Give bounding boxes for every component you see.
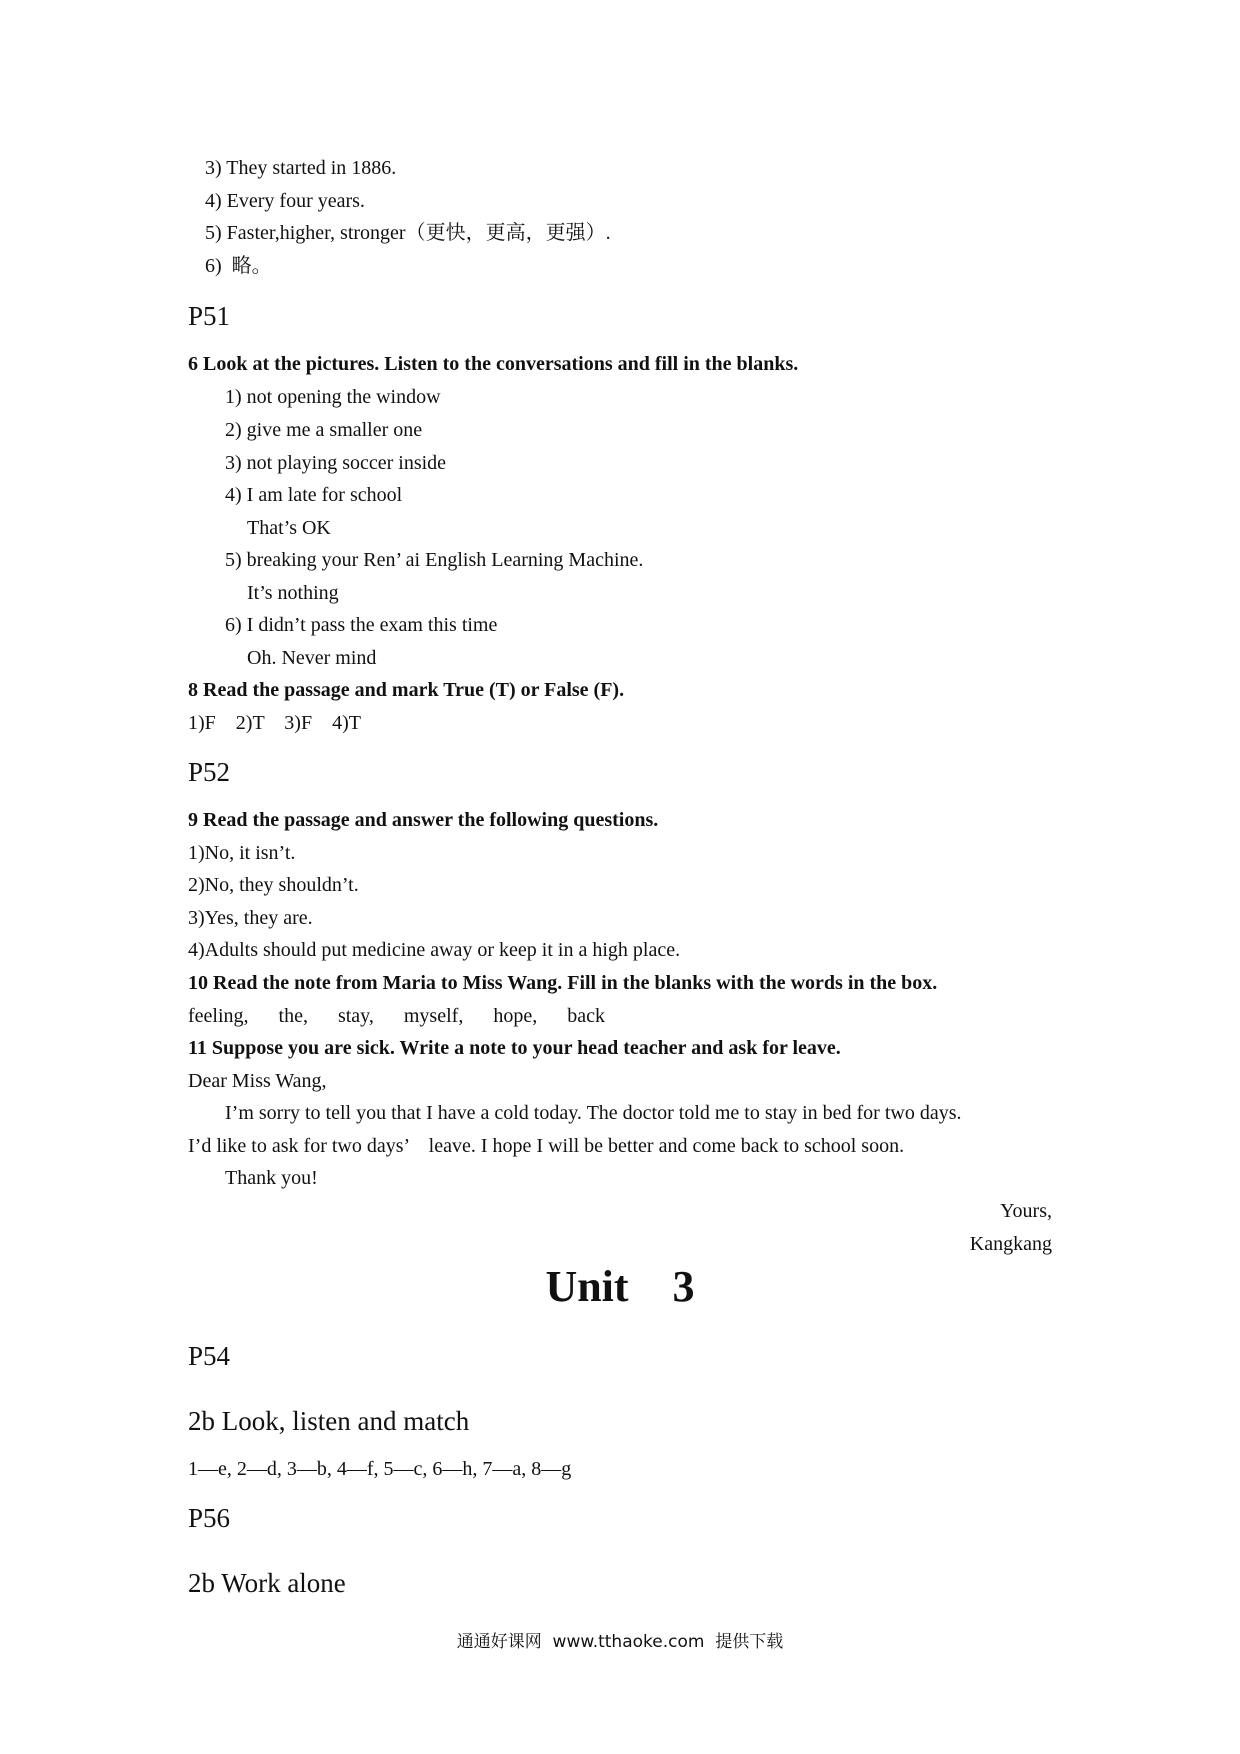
exercise-8-heading: 8 Read the passage and mark True (T) or False (F). xyxy=(188,679,625,701)
exercise-10-heading: 10 Read the note from Maria to Miss Wang. Fill in the blanks with the words in the box. xyxy=(188,972,938,994)
exercise-6-line: 2) give me a smaller one xyxy=(225,419,423,441)
answer-line: 3) They started in 1886. xyxy=(205,157,397,179)
footer-text: 通通好课网 www.tthaoke.com 提供下载 xyxy=(456,1632,784,1652)
exercise-6-line: 5) breaking your Ren’ ai English Learning Machine. xyxy=(225,549,644,571)
answer-line: 6) 略。 xyxy=(205,255,272,277)
exercise-9-answer: 2)No, they shouldn’t. xyxy=(188,874,359,896)
note-signature: Kangkang xyxy=(969,1233,1052,1255)
page-label-p54: P54 xyxy=(188,1341,231,1371)
page-label-p51: P51 xyxy=(188,301,231,331)
exercise-6-line: It’s nothing xyxy=(247,582,339,604)
unit-title: Unit 3 xyxy=(545,1262,695,1311)
note-closing: Yours, xyxy=(1000,1200,1052,1222)
exercise-2b-heading: 2b Look, listen and match xyxy=(188,1406,470,1436)
answer-line: 4) Every four years. xyxy=(205,190,365,212)
exercise-9-answer: 4)Adults should put medicine away or keep it in a high place. xyxy=(188,939,681,961)
exercise-6-line: 3) not playing soccer inside xyxy=(225,452,447,474)
exercise-6-line: 6) I didn’t pass the exam this time xyxy=(225,614,498,636)
exercise-6-line: 4) I am late for school xyxy=(225,484,403,506)
note-thanks: Thank you! xyxy=(225,1167,318,1189)
exercise-9-answer: 1)No, it isn’t. xyxy=(188,842,296,864)
exercise-6-line: 1) not opening the window xyxy=(225,386,441,408)
exercise-10-words: feeling, the, stay, myself, hope, back xyxy=(188,1005,605,1027)
note-salutation: Dear Miss Wang, xyxy=(188,1070,327,1092)
exercise-6-line: That’s OK xyxy=(247,517,331,539)
exercise-9-answer: 3)Yes, they are. xyxy=(188,907,313,929)
exercise-8-answers: 1)F 2)T 3)F 4)T xyxy=(188,712,361,734)
page-label-p56: P56 xyxy=(188,1503,231,1533)
exercise-6-line: Oh. Never mind xyxy=(247,647,377,669)
exercise-2b-answers: 1—e, 2—d, 3—b, 4—f, 5—c, 6—h, 7—a, 8—g xyxy=(188,1458,572,1480)
answer-line: 5) Faster,higher, stronger（更快，更高，更强）. xyxy=(205,222,611,244)
note-body: I’d like to ask for two days’ leave. I hope I will be better and come back to school soon. xyxy=(188,1135,905,1157)
note-body: I’m sorry to tell you that I have a cold today. The doctor told me to stay in bed for two days. xyxy=(225,1102,962,1124)
exercise-2b-heading: 2b Work alone xyxy=(188,1568,346,1598)
exercise-6-heading: 6 Look at the pictures. Listen to the conversations and fill in the blanks. xyxy=(188,353,799,375)
exercise-9-heading: 9 Read the passage and answer the following questions. xyxy=(188,809,659,831)
page-label-p52: P52 xyxy=(188,757,231,787)
exercise-11-heading: 11 Suppose you are sick. Write a note to your head teacher and ask for leave. xyxy=(188,1037,841,1059)
